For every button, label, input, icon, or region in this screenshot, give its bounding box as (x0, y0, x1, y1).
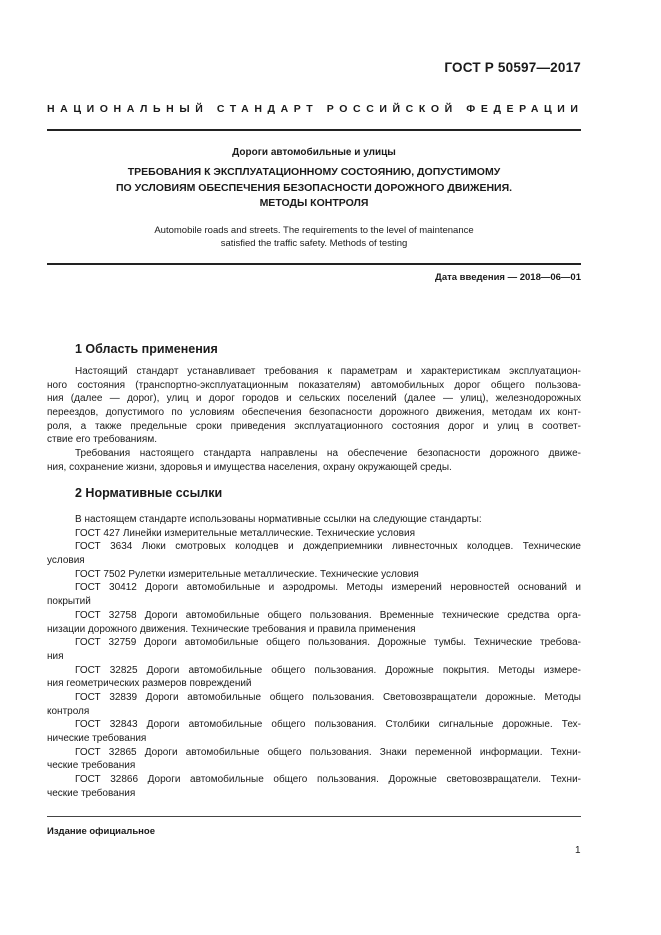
official-edition-label: Издание официальное (47, 826, 155, 837)
introduction-date: Дата введения — 2018—06—01 (435, 272, 581, 283)
section-2-body (47, 513, 581, 800)
reference-line: ГОСТ 3634 Люки смотровых колодцев и дождеприемники ливнесточных колодцев. Технические (75, 541, 581, 553)
reference-line: ния геометрических размеров повреждений (47, 678, 252, 690)
text-line: ствие его требованиям. (47, 434, 157, 446)
reference-line: низации дорожного движения. Технические требования и правила применения (47, 623, 416, 635)
title-line: ПО УСЛОВИЯМ ОБЕСПЕЧЕНИЯ БЕЗОПАСНОСТИ ДОРОЖНОГО ДВИЖЕНИЯ. (115, 181, 513, 194)
text-line: Настоящий стандарт устанавливает требования к параметрам и характеристикам эксплуатацион- (75, 366, 581, 377)
reference-line: ческие требования (47, 760, 136, 772)
text-line: ния, сохранение жизни, здоровья и имущества населения, охрану окружающей среды. (47, 461, 452, 473)
text-line: Требования настоящего стандарта направлены на обеспечение безопасности дорожного движе- (75, 448, 581, 460)
reference-line: ГОСТ 32866 Дороги автомобильные общего пользования. Дорожные световозвращатели. Техни- (75, 774, 581, 786)
footer-divider (47, 816, 581, 817)
text-line: ния (далее — дорог), улиц и дорог городов и сельских поселений (далее — улиц), железнодорожных (47, 393, 581, 405)
middle-divider (47, 263, 581, 265)
section-1-heading: 1 Область применения (75, 342, 218, 356)
document-title (47, 165, 581, 212)
page-number: 1 (575, 845, 581, 856)
document-subject: Дороги автомобильные и улицы (232, 147, 396, 158)
document-title-english (47, 224, 581, 250)
reference-line: условия (47, 555, 85, 567)
section-2-heading: 2 Нормативные ссылки (75, 486, 223, 500)
text-line: роля, а также предельные сроки приведения эксплуатационного состояния дорог и улиц в соответ- (47, 420, 581, 432)
reference-line: ГОСТ 32843 Дороги автомобильные общего пользования. Столбики сигнальные дорожные. Тех- (75, 719, 581, 731)
reference-line: ГОСТ 32839 Дороги автомобильные общего пользования. Световозвращатели дорожные. Методы (75, 691, 581, 703)
title-en-line: Automobile roads and streets. The requirements to the level of maintenance (154, 225, 474, 236)
reference-line: ГОСТ 32758 Дороги автомобильные общего пользования. Временные технические средства орга- (75, 609, 581, 621)
text-line: ного состояния (транспортно-эксплуатационным показателям) автомобильных дорог общего пользова- (47, 379, 581, 391)
top-divider (47, 129, 581, 131)
title-line: МЕТОДЫ КОНТРОЛЯ (259, 197, 369, 209)
reference-line: покрытий (47, 596, 91, 608)
reference-line: ГОСТ 32759 Дороги автомобильные общего пользования. Дорожные тумбы. Технические требова- (75, 637, 581, 649)
text-line: В настоящем стандарте использованы нормативные ссылки на следующие стандарты: (75, 514, 482, 525)
reference-line: ГОСТ 30412 Дороги автомобильные и аэродромы. Методы измерений неровностей оснований и (75, 582, 581, 594)
reference-line: ческие требования (47, 787, 136, 799)
title-line: ТРЕБОВАНИЯ К ЭКСПЛУАТАЦИОННОМУ СОСТОЯНИЮ, ДОПУСТИМОМУ (127, 166, 501, 178)
national-standard-heading: НАЦИОНАЛЬНЫЙ СТАНДАРТ РОССИЙСКОЙ ФЕДЕРАЦИИ (47, 103, 584, 115)
reference-line: контроля (47, 705, 90, 717)
reference-line: ния (47, 650, 64, 662)
reference-line: ГОСТ 32825 Дороги автомобильные общего пользования. Дорожные покрытия. Методы измере- (75, 664, 581, 676)
reference-line: ГОСТ 7502 Рулетки измерительные металлические. Технические условия (75, 568, 419, 580)
reference-line: ГОСТ 32865 Дороги автомобильные общего пользования. Знаки переменной информации. Техни- (75, 746, 581, 758)
gost-number: ГОСТ Р 50597—2017 (444, 60, 581, 75)
text-line: переездов, допустимого по условиям обеспечения безопасности дорожного движения, методам их конт- (47, 407, 581, 419)
reference-line: нические требования (47, 733, 147, 744)
title-en-line: satisfied the traffic safety. Methods of testing (220, 238, 408, 249)
section-1-body (47, 365, 581, 475)
reference-line: ГОСТ 427 Линейки измерительные металлические. Технические условия (75, 527, 415, 539)
